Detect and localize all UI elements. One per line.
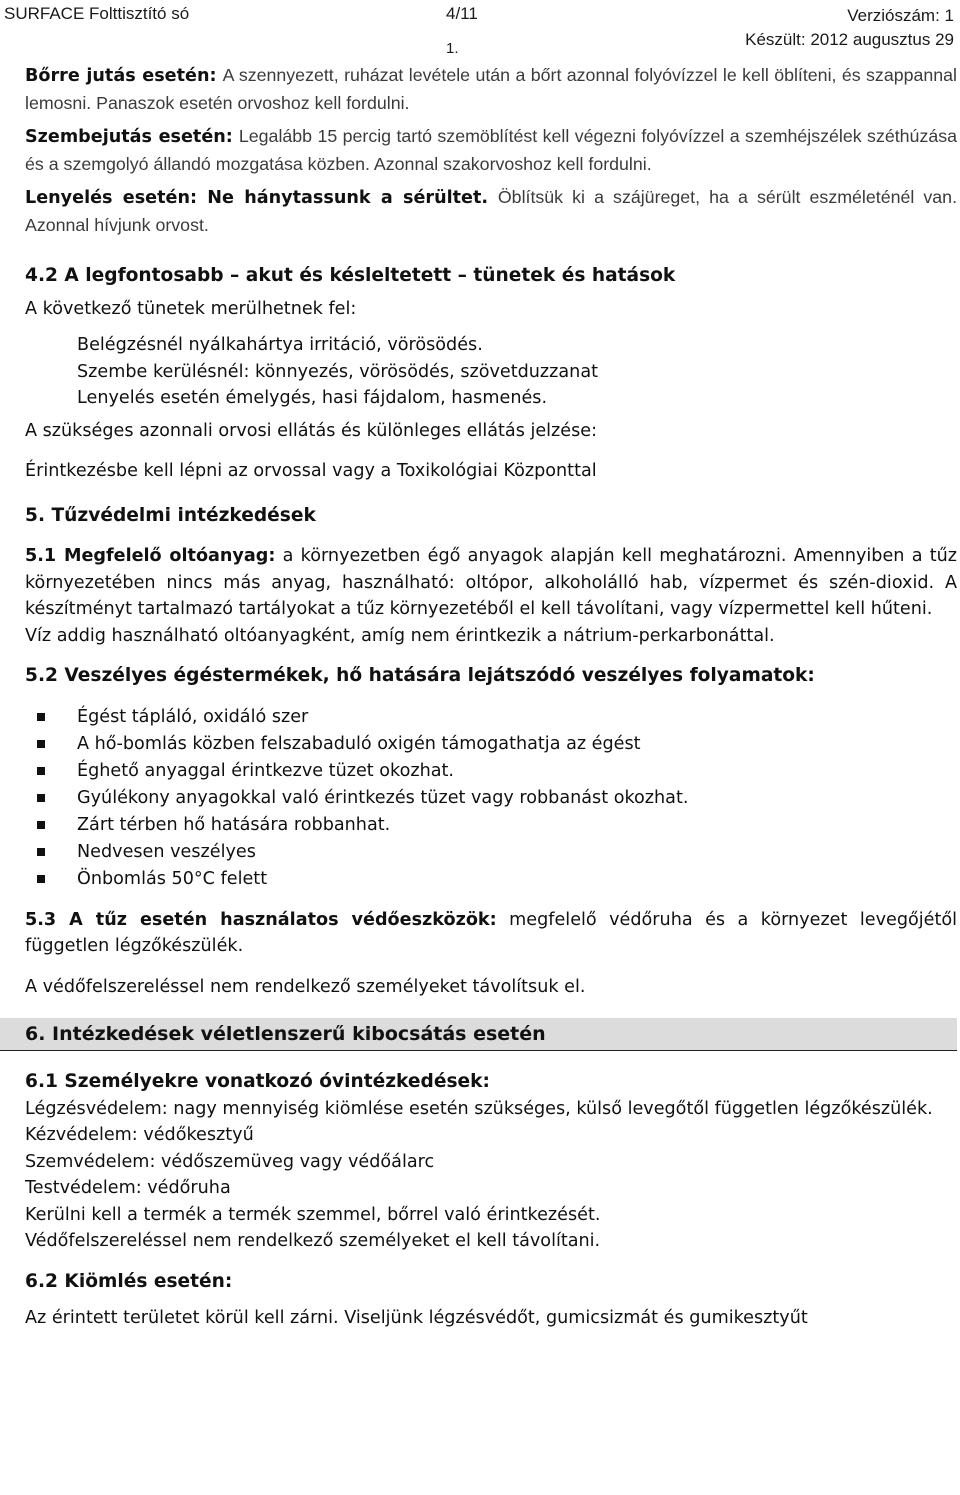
list-item: Nedvesen veszélyes (25, 839, 957, 866)
version-number: Verziószám: 1 (847, 6, 954, 25)
bullet-square-icon (37, 848, 45, 856)
respiratory-protection-line: Légzésvédelem: nagy mennyiség kiömlése esetén szükséges, külső levegőtől független légzőkészülék. (25, 1098, 933, 1119)
symptoms-intro: A következő tünetek merülhetnek fel: (25, 298, 357, 319)
ingestion-text: Öblítsük ki a szájüreget, ha a sérült eszméleténél van. Azonnal hívjunk orvost. (25, 187, 958, 235)
eye-contact-paragraph (25, 123, 957, 178)
eye-protection-line: Szemvédelem: védőszemüveg vagy védőálarc (25, 1151, 435, 1172)
water-usage-line: Víz addig használható oltóanyagként, amíg nem érintkezik a nátrium-perkarbonáttal. (25, 625, 775, 646)
list-item: Zárt térben hő hatására robbanhat. (25, 812, 957, 839)
list-item: A hő-bomlás közben felszabaduló oxigén támogathatja az égést (25, 731, 957, 758)
symptoms-list (25, 332, 957, 412)
bullet-square-icon (37, 875, 45, 883)
hazard-list (25, 704, 957, 893)
list-item: Éghető anyaggal érintkezve tüzet okozhat. (25, 758, 957, 785)
eye-contact-label: Szembejutás esetén: (25, 127, 233, 147)
eye-contact-text: Legalább 15 percig tartó szemöblítést kell végezni folyóvízzel a szemhéjszélek széthúzása és a szemgolyó állandó mozgatása közben. Azonnal szakorvoshoz kell fordulni. (25, 126, 957, 174)
list-item: Gyúlékony anyagokkal való érintkezés tüzet vagy robbanást okozhat. (25, 785, 957, 812)
page-number: 4/11 (446, 4, 478, 23)
medical-care-line: A szükséges azonnali orvosi ellátás és különleges ellátás jelzése: (25, 420, 598, 441)
avoid-contact-line: Kerülni kell a termék a termék szemmel, bőrrel való érintkezését. (25, 1204, 601, 1225)
section-4-2-title: 4.2 A legfontosabb – akut és késleltetett – tünetek és hatások (25, 265, 676, 286)
section-6-1-title: 6.1 Személyekre vonatkozó óvintézkedések: (25, 1071, 490, 1092)
remove-unprotected-line: Védőfelszereléssel nem rendelkező személyeket el kell távolítani. (25, 1231, 601, 1251)
bullet-square-icon (37, 740, 45, 748)
section-5-3-text: megfelelő védőruha és a környezet levegőjétől független légzőkészülék. (25, 909, 958, 956)
page-number-suffix: 1. (446, 40, 459, 57)
creation-date: Készült: 2012 augusztus 29 (745, 30, 954, 49)
section-5-3-paragraph (25, 907, 957, 960)
document-body (25, 62, 957, 1332)
bullet-square-icon (37, 821, 45, 829)
hand-protection-line: Kézvédelem: védőkesztyű (25, 1125, 254, 1145)
version-info (745, 4, 954, 52)
contact-doctor-line: Érintkezésbe kell lépni az orvossal vagy a Toxikológiai Központtal (25, 461, 597, 481)
skin-contact-paragraph (25, 62, 957, 117)
symptom-item: Lenyelés esetén émelygés, hasi fájdalom, hasmenés. (77, 388, 548, 408)
bullet-square-icon (37, 794, 45, 802)
section-5-2-title: 5.2 Veszélyes égéstermékek, hő hatására lejátszódó veszélyes folyamatok: (25, 665, 815, 686)
section-6-2-title: 6.2 Kiömlés esetén: (25, 1270, 233, 1292)
remove-persons-line: A védőfelszereléssel nem rendelkező személyeket távolítsuk el. (25, 976, 586, 997)
section-6-title: 6. Intézkedések véletlenszerű kibocsátás esetén (0, 1018, 957, 1051)
page-header (0, 0, 960, 56)
section-5-1-paragraph (25, 543, 957, 623)
ingestion-label: Lenyelés esetén: Ne hánytassunk a sérültet. (25, 188, 489, 208)
ingestion-paragraph (25, 184, 957, 239)
list-item: Égést tápláló, oxidáló szer (25, 704, 957, 731)
section-5-1-text: a környezetben égő anyagok alapján kell meghatározni. Amennyiben a tűz környezetében nincs más anyag, használható: oltópor, alkoholálló hab, vízpermet és szén-dioxid. A készítményt tartalmazó tartályokat a tűz környezetéből el kell távolítani, vagy vízpermettel kell hűteni. (25, 546, 957, 619)
list-item: Önbomlás 50°C felett (25, 866, 957, 893)
bullet-square-icon (37, 713, 45, 721)
product-name: SURFACE Folttisztító só (4, 4, 190, 23)
section-5-title: 5. Tűzvédelmi intézkedések (25, 504, 316, 526)
section-5-1-label: 5.1 Megfelelő oltóanyag: (25, 546, 276, 566)
bullet-square-icon (37, 767, 45, 775)
spill-instructions-line: Az érintett területet körül kell zárni. Viseljünk légzésvédőt, gumicsizmát és gumikesztyűt (25, 1308, 808, 1328)
section-5-3-label: 5.3 A tűz esetén használatos védőeszközök: (25, 909, 497, 930)
symptom-item: Belégzésnél nyálkahártya irritáció, vörösödés. (77, 335, 483, 355)
skin-contact-label: Bőrre jutás esetén: (25, 66, 217, 86)
body-protection-line: Testvédelem: védőruha (25, 1178, 231, 1198)
symptom-item: Szembe kerülésnél: könnyezés, vörösödés, szövetduzzanat (77, 361, 599, 382)
skin-contact-text: A szennyezett, ruházat levétele után a bőrt azonnal folyóvízzel le kell öblíteni, és szappannal lemosni. Panaszok esetén orvoshoz kell fordulni. (25, 65, 957, 113)
